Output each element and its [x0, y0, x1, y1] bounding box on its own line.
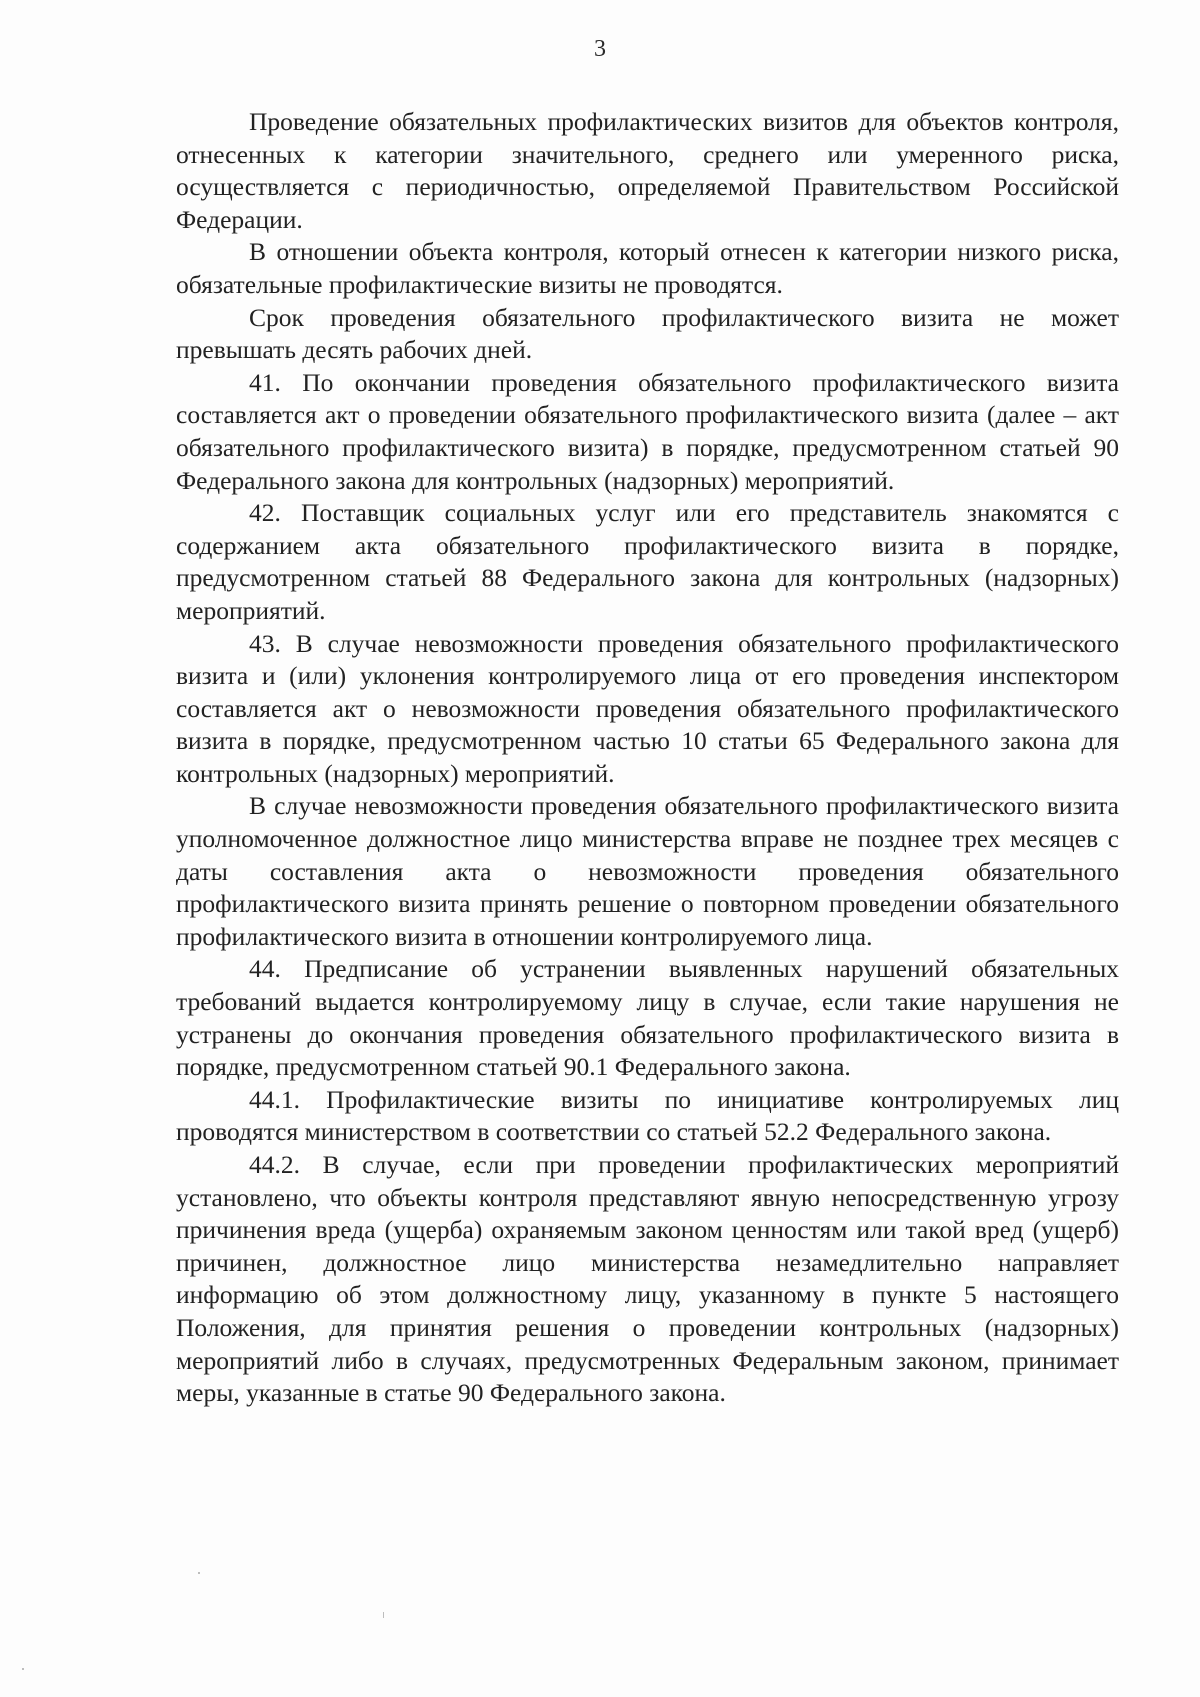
- scan-speck: [198, 1572, 200, 1574]
- paragraph-44: 44. Предписание об устранении выявленных нарушений обязательных требований выдается контролируемому лицу в случае, если такие нарушения не устранены до окончания проведения обязательного профилактического визита в порядке, предусмотренном статьей 90.1 Федерального закона.: [176, 954, 1119, 1082]
- scan-speck: [383, 1612, 384, 1618]
- paragraph-41: 41. По окончании проведения обязательного профилактического визита составляется акт о проведении обязательного профилактического визита (далее – акт обязательного профилактического визита) в порядке, предусмотренном статьей 90 Федерального закона для контрольных (надзорных) мероприятий.: [176, 367, 1119, 495]
- scan-speck: [22, 1668, 24, 1670]
- document-body: [176, 106, 1119, 1410]
- paragraph-43-repeat-visit: В случае невозможности проведения обязательного профилактического визита уполномоченное должностное лицо министерства вправе не позднее трех месяцев с даты составления акта о невозможности проведения обязательного профилактического визита принять решение о повторном проведении обязательного профилактического визита в отношении контролируемого лица.: [176, 791, 1119, 951]
- paragraph-43: 43. В случае невозможности проведения обязательного профилактического визита и (или) уклонения контролируемого лица от его проведения инспектором составляется акт о невозможности проведения обязательного профилактического визита в порядке, предусмотренном частью 10 статьи 65 Федерального закона для контрольных (надзорных) мероприятий.: [176, 628, 1119, 788]
- paragraph-44-1: 44.1. Профилактические визиты по инициативе контролируемых лиц проводятся министерством в соответствии со статьей 52.2 Федерального закона.: [176, 1084, 1119, 1147]
- paragraph-visit-duration: Срок проведения обязательного профилактического визита не может превышать десять рабочих дней.: [176, 302, 1119, 365]
- paragraph-42: 42. Поставщик социальных услуг или его представитель знакомятся с содержанием акта обязательного профилактического визита в порядке, предусмотренном статьей 88 Федерального закона для контрольных (надзорных) мероприятий.: [176, 498, 1119, 625]
- paragraph-44-2: 44.2. В случае, если при проведении профилактических мероприятий установлено, что объекты контроля представляют явную непосредственную угрозу причинения вреда (ущерба) охраняемым законом ценностям или такой вред (ущерб) причинен, должностное лицо министерства незамедлительно направляет информацию об этом должностному лицу, указанному в пункте 5 настоящего Положения, для принятия решения о проведении контрольных (надзорных) мероприятий либо в случаях, предусмотренных Федеральным законом, принимает меры, указанные в статье 90 Федерального закона.: [176, 1150, 1119, 1408]
- page-number: 3: [594, 36, 606, 62]
- paragraph-visits-periodicity: Проведение обязательных профилактических визитов для объектов контроля, отнесенных к категории значительного, среднего или умеренного риска, осуществляется с периодичностью, определяемой Правительством Российской Федерации.: [176, 107, 1119, 234]
- paragraph-low-risk: В отношении объекта контроля, который отнесен к категории низкого риска, обязательные профилактические визиты не проводятся.: [176, 237, 1119, 299]
